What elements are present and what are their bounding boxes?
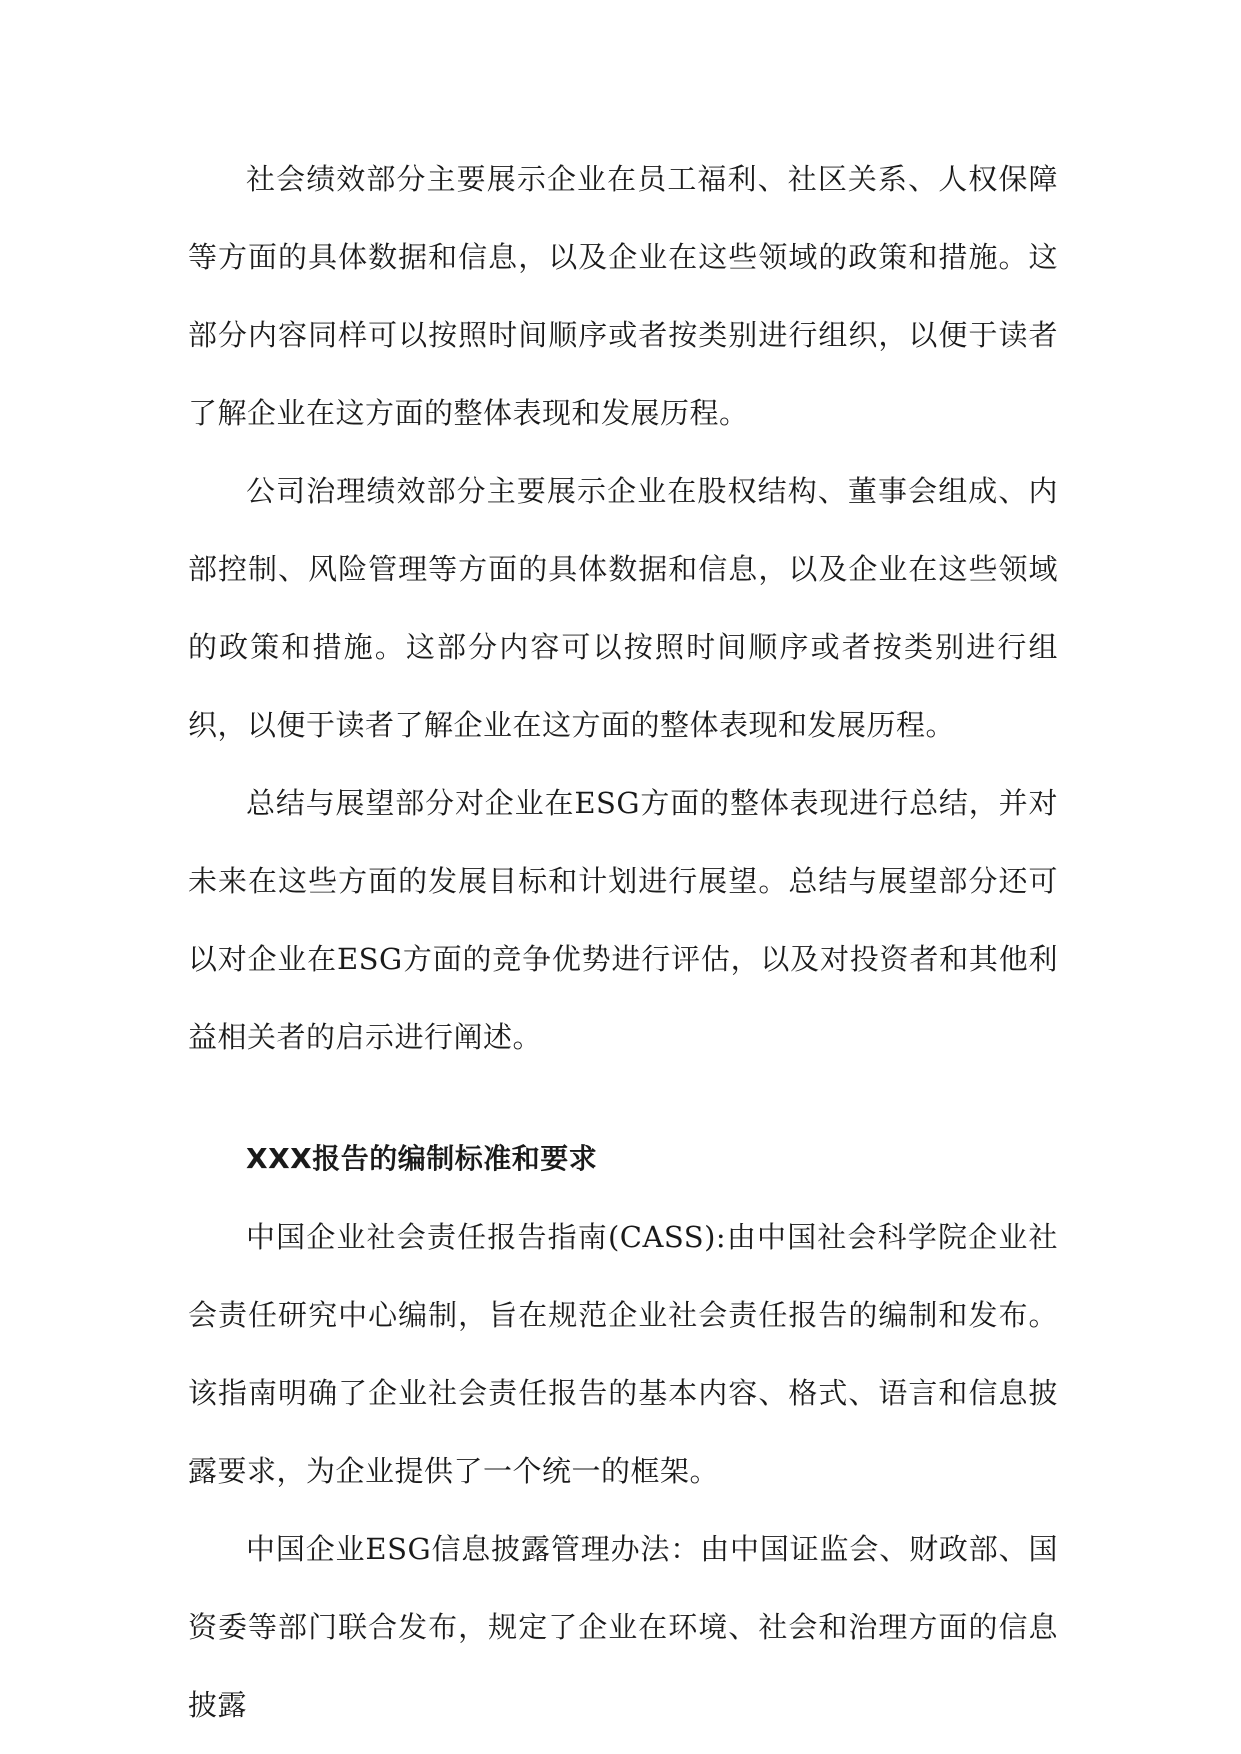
paragraph-social-performance: 社会绩效部分主要展示企业在员工福利、社区关系、人权保障等方面的具体数据和信息，以及企业在这些领域的政策和措施。这部分内容同样可以按照时间顺序或者按类别进行组织，以便于读者了解企业在这方面的整体表现和发展历程。 xyxy=(188,162,1058,430)
paragraph-cass-guide: 中国企业社会责任报告指南(CASS):由中国社会科学院企业社会责任研究中心编制，旨在规范企业社会责任报告的编制和发布。该指南明确了企业社会责任报告的基本内容、格式、语言和信息披露要求，为企业提供了一个统一的框架。 xyxy=(188,1220,1058,1488)
section-heading: XXX报告的编制标准和要求 xyxy=(246,1142,598,1175)
document-body xyxy=(188,140,1058,1744)
paragraph-esg-disclosure-rules: 中国企业ESG信息披露管理办法：由中国证监会、财政部、国资委等部门联合发布，规定了企业在环境、社会和治理方面的信息披露 xyxy=(188,1532,1058,1722)
paragraph-summary-outlook: 总结与展望部分对企业在ESG方面的整体表现进行总结，并对未来在这些方面的发展目标和计划进行展望。总结与展望部分还可以对企业在ESG方面的竞争优势进行评估，以及对投资者和其他利益相关者的启示进行阐述。 xyxy=(188,786,1058,1054)
paragraph-governance-performance: 公司治理绩效部分主要展示企业在股权结构、董事会组成、内部控制、风险管理等方面的具体数据和信息，以及企业在这些领域的政策和措施。这部分内容可以按照时间顺序或者按类别进行组织，以便于读者了解企业在这方面的整体表现和发展历程。 xyxy=(188,474,1058,742)
